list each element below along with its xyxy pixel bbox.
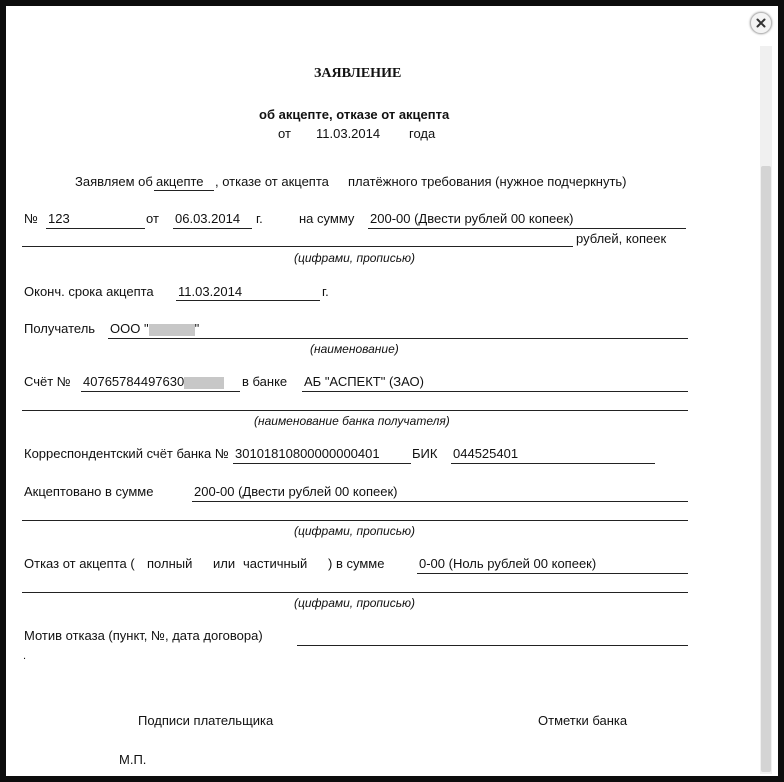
refusal-field[interactable]: 0-00 (Ноль рублей 00 копеек) — [419, 556, 597, 571]
corr-label: Корреспондентский счёт банка № — [24, 446, 229, 461]
from-label: от — [146, 211, 159, 226]
dialog — [6, 6, 778, 776]
rub-label: рублей, копеек — [576, 231, 667, 246]
accepted-label: Акцептовано в сумме — [24, 484, 154, 499]
recipient-underline — [108, 338, 688, 339]
hint-sum-2: (цифрами, прописью) — [294, 524, 416, 538]
intro-suffix: платёжного требования (нужное подчеркнуть) — [348, 174, 627, 189]
refusal-underline-2 — [22, 592, 688, 593]
term-field[interactable]: 11.03.2014 — [178, 284, 243, 299]
term-suffix: г. — [322, 284, 329, 299]
refusal-full[interactable]: полный — [147, 556, 193, 571]
refusal-underline — [417, 573, 688, 574]
payer-sign: Подписи плательщика — [138, 713, 274, 728]
accepted-field[interactable]: 200-00 (Двести рублей 00 копеек) — [194, 484, 398, 499]
redacted-block — [184, 377, 224, 389]
scrollbar-thumb[interactable] — [761, 166, 771, 772]
intro-prefix: Заявляем об — [75, 174, 153, 189]
accepted-underline — [192, 501, 688, 502]
sum-field[interactable]: 200-00 (Двести рублей 00 копеек) — [370, 211, 574, 226]
recipient-label: Получатель — [24, 321, 96, 336]
sum-words-underline — [22, 246, 573, 247]
account-field[interactable] — [81, 374, 238, 390]
bank-underline — [302, 391, 688, 392]
motive-underline — [297, 645, 688, 646]
intro-middle: , отказе от акцепта — [215, 174, 329, 189]
sum-label: на сумму — [299, 211, 355, 226]
motive-label: Мотив отказа (пункт, №, дата договора) — [24, 628, 263, 643]
bank-underline-2 — [22, 410, 688, 411]
hint-bank: (наименование банка получателя) — [254, 414, 450, 428]
hint-sum-1: (цифрами, прописью) — [294, 251, 416, 265]
refusal-label: Отказ от акцепта ( — [24, 556, 135, 571]
redacted-block — [149, 324, 195, 336]
doc-date: 11.03.2014 — [316, 126, 381, 141]
stamp-label: М.П. — [119, 752, 147, 767]
corr-underline — [233, 463, 411, 464]
account-underline — [81, 391, 240, 392]
hint-name: (наименование) — [310, 342, 399, 356]
refusal-or: или — [213, 556, 236, 571]
doc-title: ЗАЯВЛЕНИЕ — [314, 66, 402, 81]
doc-subtitle: об акцепте, отказе от акцепта — [259, 107, 450, 122]
intro-accept[interactable]: акцепте — [156, 174, 204, 189]
recipient-field[interactable] — [108, 321, 686, 337]
recipient-close: " — [194, 321, 200, 336]
number-label: № — [24, 211, 38, 226]
refusal-sum-label: ) в сумме — [328, 556, 385, 571]
accepted-underline-2 — [22, 520, 688, 521]
stray-dot: . — [23, 650, 27, 662]
bik-field[interactable]: 044525401 — [453, 446, 519, 461]
close-button[interactable] — [750, 12, 772, 34]
recipient-value: ООО " — [110, 321, 149, 336]
bik-underline — [451, 463, 655, 464]
date-suffix: года — [409, 126, 436, 141]
close-icon — [756, 18, 766, 28]
bik-label: БИК — [412, 446, 438, 461]
refusal-partial[interactable]: частичный — [243, 556, 308, 571]
account-label: Счёт № — [24, 374, 71, 389]
year-abbr: г. — [256, 211, 263, 226]
account-value: 40765784497630 — [83, 374, 185, 389]
from-date-underline — [173, 228, 252, 229]
intro-accept-underline — [154, 190, 214, 191]
date-prefix: от — [278, 126, 291, 141]
bank-field[interactable]: АБ "АСПЕКТ" (ЗАО) — [304, 374, 424, 389]
corr-field[interactable]: 30101810800000000401 — [235, 446, 380, 461]
scrollbar-track[interactable] — [760, 46, 772, 774]
term-label: Оконч. срока акцепта — [24, 284, 154, 299]
from-date-field[interactable]: 06.03.2014 — [175, 211, 241, 226]
hint-sum-3: (цифрами, прописью) — [294, 596, 416, 610]
sum-underline — [368, 228, 686, 229]
term-underline — [176, 300, 320, 301]
bank-label: в банке — [242, 374, 288, 389]
number-field[interactable]: 123 — [48, 211, 70, 226]
number-underline — [46, 228, 145, 229]
bank-marks: Отметки банка — [538, 713, 628, 728]
